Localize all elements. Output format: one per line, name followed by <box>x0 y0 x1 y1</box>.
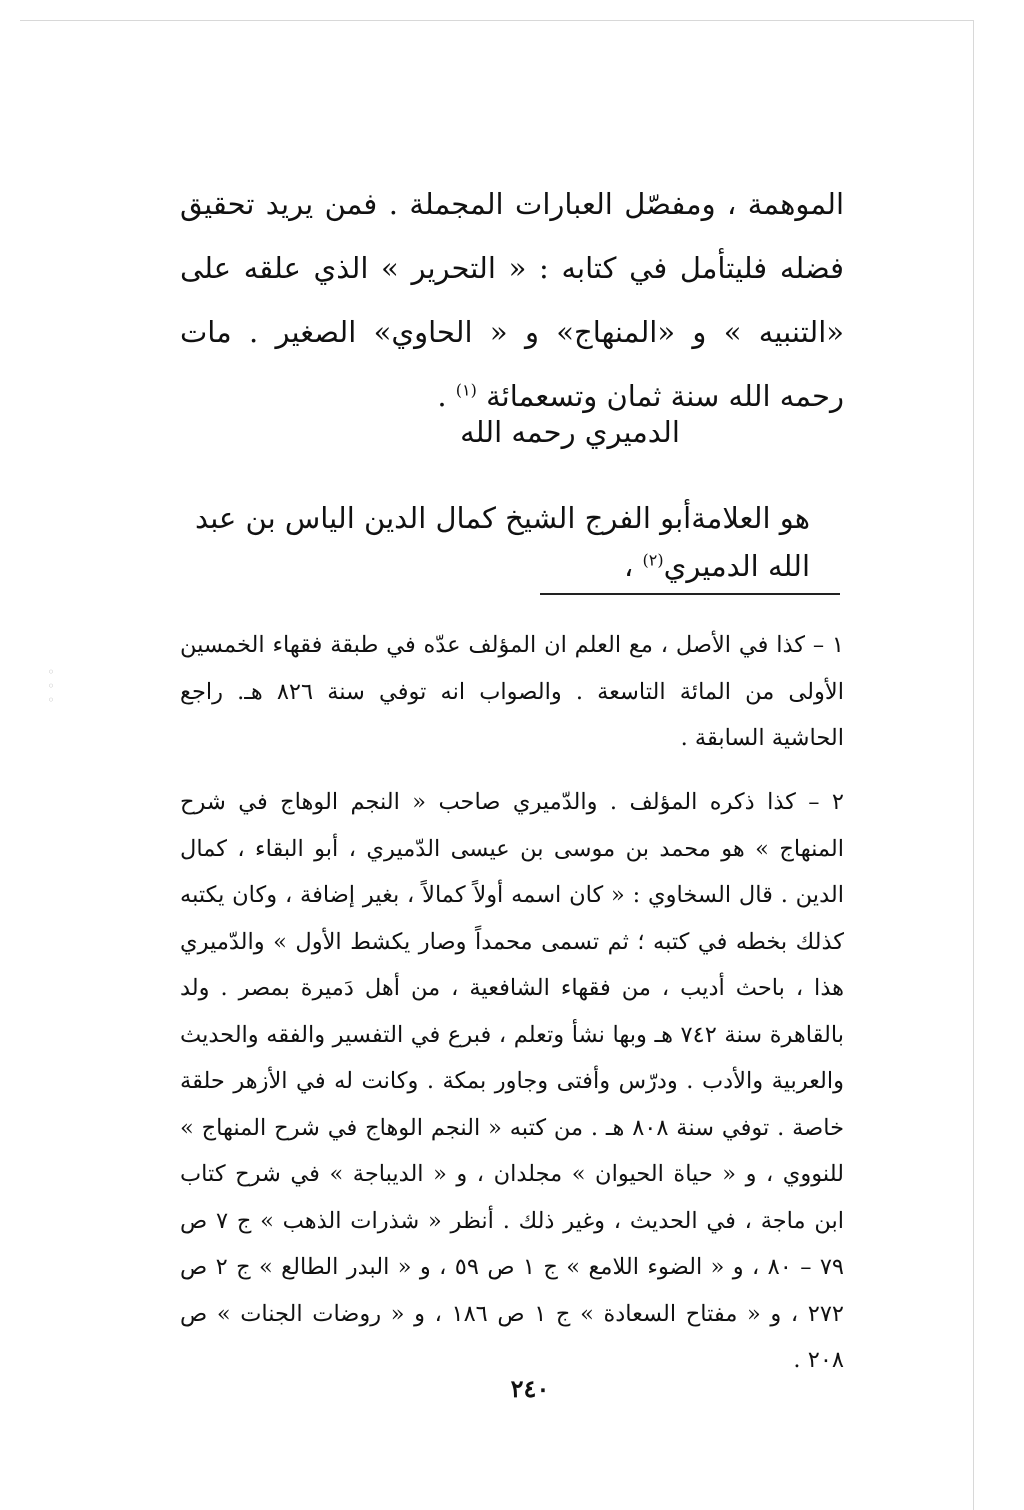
intro-text: هو العلامةأبو الفرج الشيخ كمال الدين الياس بن عبد الله الدميري <box>195 501 810 583</box>
footnote-1: ١ – كذا في الأصل ، مع العلم ان المؤلف عدّه في طبقة فقهاء الخمسين الأولى من المائة التاسعة . والصواب انه توفي سنة ٨٢٦ هـ. راجع الحاشية السابقة . <box>180 632 844 751</box>
intro-end: ، <box>623 549 643 583</box>
footnote-separator <box>540 593 840 595</box>
main-paragraph-end: . <box>437 379 456 413</box>
main-paragraph-text: الموهمة ، ومفصّل العبارات المجملة . فمن يريد تحقيق فضله فليتأمل في كتابه : « التحرير » الذي علقه على «التنبيه » و «المنهاج» و « الحاوي» الصغير . مات رحمه الله سنة ثمان وتسعمائة <box>180 187 844 413</box>
margin-mark: ◦ ◦ ◦ <box>47 665 55 707</box>
intro-line <box>150 494 810 590</box>
section-heading: الدميري رحمه الله <box>460 415 680 449</box>
page-number: ٢٤٠ <box>510 1374 550 1403</box>
main-paragraph <box>180 172 844 428</box>
footnote-2: ٢ – كذا ذكره المؤلف . والدّميري صاحب « النجم الوهاج في شرح المنهاج » هو محمد بن موسى بن عيسى الدّميري ، أبو البقاء ، كمال الدين . قال السخاوي : « كان اسمه أولاً كمالاً ، بغير إضافة ، وكان يكتبه كذلك بخطه في كتبه ؛ ثم تسمى محمداً وصار يكشط الأول » والدّميري هذا ، باحث أديب ، من فقهاء الشافعية ، من أهل دَميرة بمصر . ولد بالقاهرة سنة ٧٤٢ هـ وبها نشأ وتعلم ، فبرع في التفسير والفقه والحديث والعربية والأدب . ودرّس وأفتى وجاور بمكة . وكانت له في الأزهر حلقة خاصة . توفي سنة ٨٠٨ هـ . من كتبه « النجم الوهاج في شرح المنهاج » للنووي ، و « حياة الحيوان » مجلدان ، و « الديباجة » في شرح كتاب ابن ماجة ، في الحديث ، وغير ذلك . أنظر « شذرات الذهب » ج ٧ ص ٧٩ – ٨٠ ، و « الضوء اللامع » ج ١ ص ٥٩ ، و « البدر الطالع » ج ٢ ص ٢٧٢ ، و « مفتاح السعادة » ج ١ ص ١٨٦ ، و « روضات الجنات » ص ٢٠٨ . <box>180 789 844 1373</box>
footnote-ref-2: (٢) <box>642 550 664 570</box>
footnote-ref-1: (١) <box>455 380 477 400</box>
